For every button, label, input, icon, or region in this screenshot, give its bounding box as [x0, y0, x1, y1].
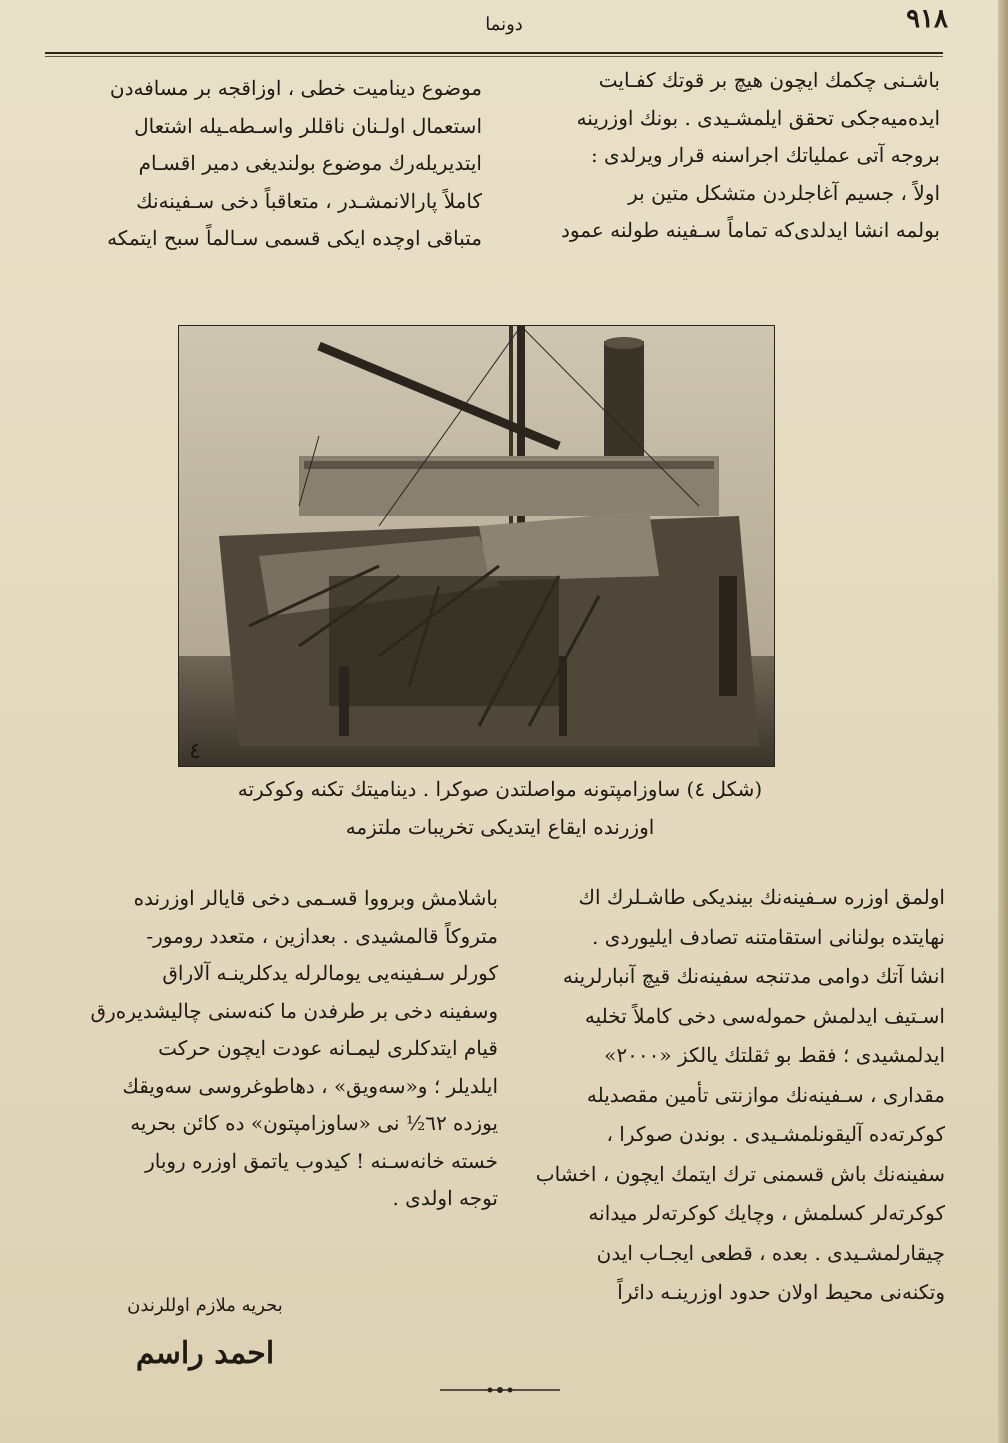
text-line: مقداری ، سـفینه‌نك موازنتی تأمین مقصدیله — [586, 1082, 945, 1107]
text-column-bottom-left — [68, 880, 498, 1218]
ship-photo-illustration — [179, 326, 774, 766]
text-line: کورلر سـفینه‌یی یومالرله یدکلرینـه آلاراق — [162, 961, 498, 985]
text-line: ایتدیریله‌رك موضوع بولندیغی دمیر اقسـام — [138, 151, 482, 175]
author-name: احمد راسم — [135, 1336, 275, 1371]
text-line: کوکرته‌لر کسلمش ، وچایك کوکرته‌لر میدانه — [588, 1201, 945, 1225]
text-line: اولمق اوزره سـفینه‌نك بیندیکی طاشـلرك اك — [578, 885, 945, 909]
text-line: توجه اولدی . — [392, 1186, 498, 1210]
text-line: نهایتده بولنانی استقامتنه تصادف ایلیوردی . — [592, 924, 945, 949]
text-line: کوکرته‌ده آلیقونلمشـیدی . بوندن صوکرا ، — [606, 1122, 945, 1146]
book-spine-edge — [998, 0, 1008, 1443]
text-line: وسفینه دخی بر طرفدن ما کنه‌سنی چالیشدیره‌رق — [90, 998, 498, 1023]
text-line: خسته خانه‌سـنه ! کیدوب یاتمق اوزره روبار — [145, 1148, 498, 1173]
text-line: متباقی اوچده ایکی قسمی سـالماً سبح ایتمکه — [107, 226, 482, 250]
text-line: متروکاً قالمشیدی . بعدازین ، متعدد رومور- — [146, 923, 498, 948]
end-ornament — [440, 1384, 560, 1396]
text-line: یوزده ٦٢½ نی «ساوزامپتون» ده کائن بحریه — [130, 1111, 498, 1135]
text-line: اسـتیف ایدلمش حموله‌سی دخی کاملاً تخلیه — [584, 1003, 945, 1028]
text-line: باشـنی چکمك ایچون هیچ بر قوتك کفـایت — [598, 68, 940, 92]
text-line: باشلامش وبرووا قسـمی دخی قایالر اوزرنده — [133, 886, 498, 910]
text-line: بروجه آتی عملیاتك اجراسنه قرار ویرلدی : — [590, 143, 940, 167]
header-rule-thin — [45, 56, 943, 57]
text-line: انشا آتك دوامی مدتنجه سفینه‌نك قیچ آنبارلرینه — [562, 964, 945, 988]
text-line: ایدلمشیدی ؛ فقط بو ثقلتك یالکز «٢٠٠٠» — [604, 1043, 945, 1067]
text-line: ایده‌میه‌جکی تحقق ایلمشـیدی . بونك اوزرینه — [576, 105, 940, 130]
text-column-top-left — [62, 70, 482, 258]
ship-damage-photograph — [178, 325, 775, 767]
figure-caption — [180, 770, 820, 846]
journal-title: دونما — [485, 14, 523, 35]
text-line: کاملاً پارالانمشـدر ، متعاقباً دخی سـفینه‌نك — [136, 188, 482, 213]
text-line: قیام ایتدکلری لیمـانه عودت ایچون حرکت — [158, 1036, 498, 1060]
author-title: بحریه ملازم اوللرندن — [127, 1295, 283, 1316]
text-column-top-right — [520, 62, 940, 250]
text-line: موضوع دینامیت خطی ، اوزاقجه بر مسافه‌دن — [109, 76, 482, 100]
text-line: استعمال اولـنان ناقللر واسـطه‌ـیله اشتعال — [134, 113, 482, 138]
figure-corner-number: ٤ — [189, 739, 201, 764]
text-line: اولاً ، جسیم آغاجلردن متشکل متین بر — [628, 180, 940, 205]
page-number: ٩١٨ — [906, 4, 948, 34]
text-line: چیقارلمشـیدی . بعده ، قطعی ایجـاب ایدن — [596, 1240, 945, 1265]
text-column-bottom-right — [530, 878, 945, 1313]
text-line: بولمه انشا ایدلدی‌که تماماً سـفینه طولنه عمود — [561, 218, 940, 242]
caption-line: (شکل ٤) ساوزامپتونه مواصلتدن صوکرا . دینامیتك تکنه وکوکرته — [237, 777, 763, 801]
text-line: وتکنه‌نی محیط اولان حدود اوزرینـه دائراً — [617, 1280, 945, 1304]
text-line: ایلدیلر ؛ و«سه‌ویق» ، دهاطوغروسی سه‌ویقك — [122, 1073, 498, 1098]
text-line: سفینه‌نك باش قسمنی ترك ایتمك ایچون ، اخشاب — [535, 1161, 945, 1186]
header-rule — [45, 52, 943, 54]
author-signature — [90, 1288, 320, 1380]
caption-line: اوزرنده ایقاع ایتدیکی تخریبات ملتزمه — [345, 815, 655, 839]
